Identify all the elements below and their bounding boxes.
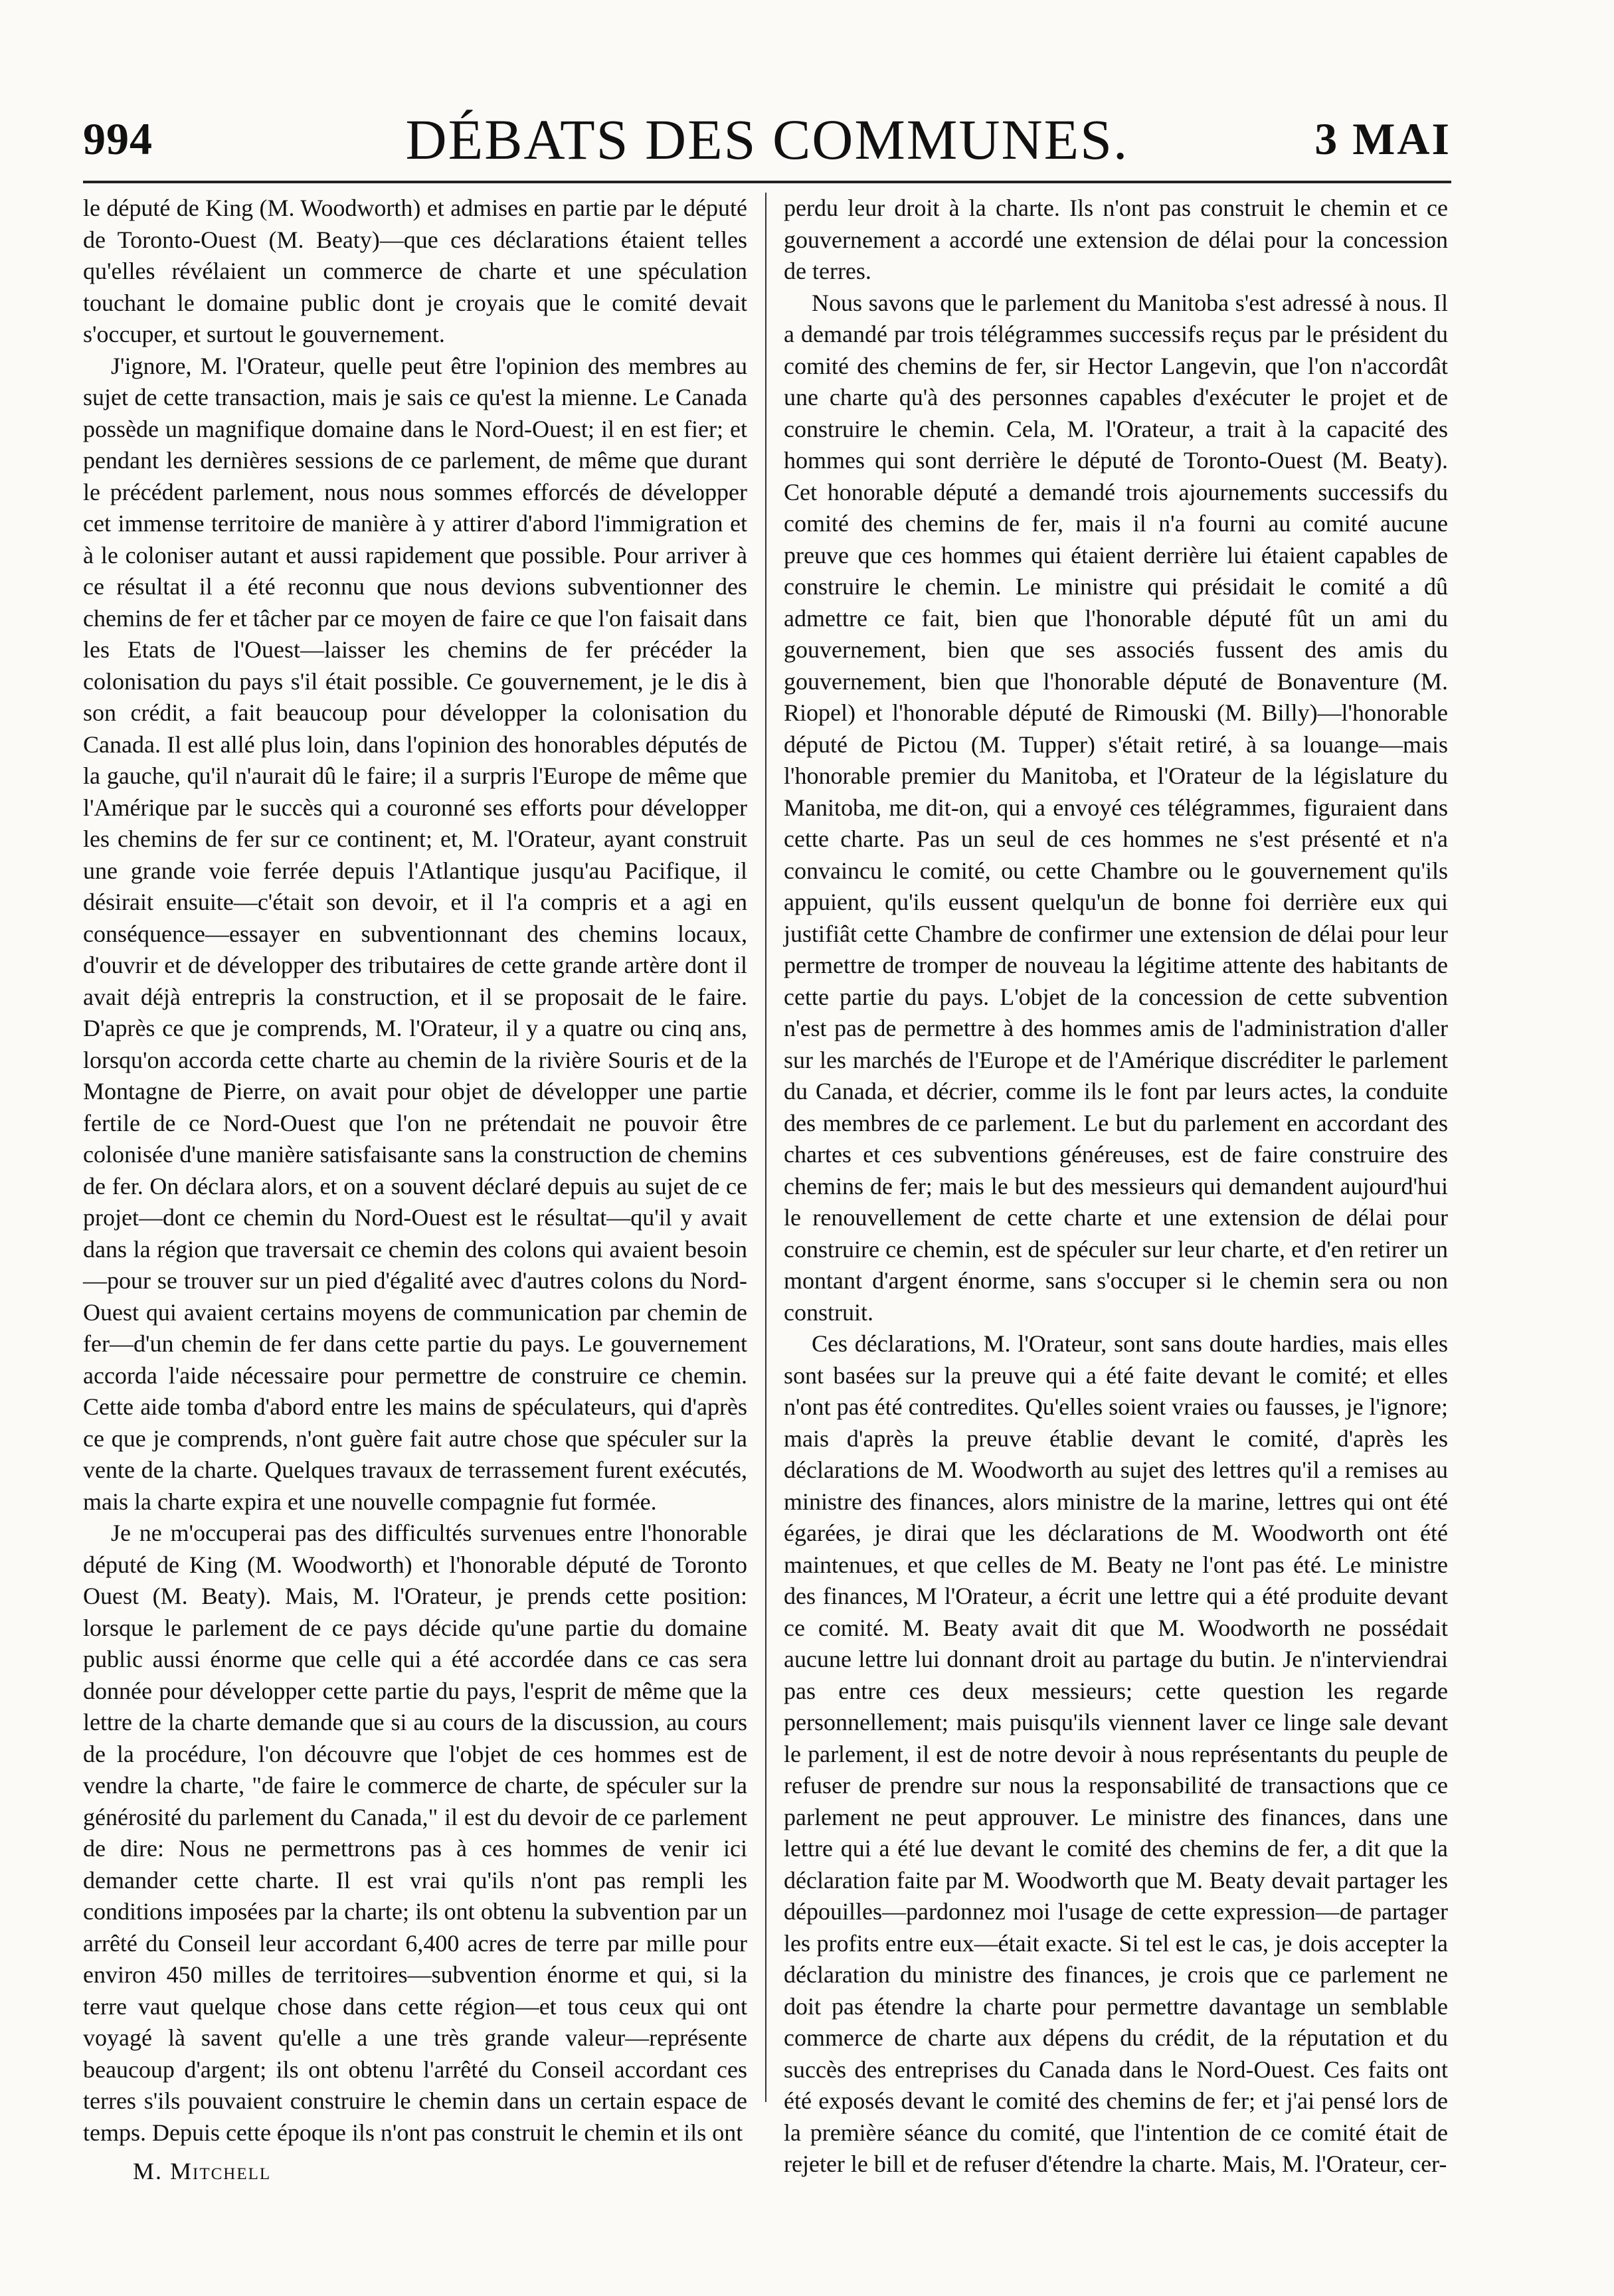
paragraph: perdu leur droit à la charte. Ils n'ont pas construit le chemin et ce gouvernement a accordé une extension de délai pour la concession de terres. <box>784 195 1448 284</box>
speaker-footer: M. Mitchell <box>133 2158 272 2184</box>
left-column <box>83 193 748 2146</box>
paragraph: Nous savons que le parlement du Manitoba s'est adressé à nous. Il a demandé par trois télégrammes successifs reçus par le président du comité des chemins de fer, sir Hector Langevin, que l'on n'accordât une charte qu'à des personnes capables d'exécuter le projet et de construire le chemin. Cela, M. l'Orateur, a trait à la capacité des hommes qui sont derrière le député de Toronto-Ouest (M. Beaty). Cet honorable député a demandé trois ajournements successifs du comité des chemins de fer, mais il n'a fourni au comité aucune preuve que ces hommes qui étaient derrière lui étaient capables de construire le chemin. Le ministre qui présidait le comité a dû admettre ce fait, bien que l'honorable député fût un ami du gouvernement, bien que ses associés fussent des amis du gouvernement, bien que l'honorable député de Bonaventure (M. Riopel) et l'honorable député de Rimouski (M. Billy)—l'honorable député de Pictou (M. Tupper) s'était retiré, à sa louange—mais l'honorable premier du Manitoba, et l'Orateur de la législature du Manitoba, me dit-on, qui a envoyé ces télégrammes, figuraient dans cette charte. Pas un seul de ces hommes ne s'est présenté et n'a convaincu le comité, ou cette Chambre ou le gouvernement qu'ils appuient, qu'ils eussent quelqu'un de bonne foi derrière eux qui justifiât cette Chambre de confirmer une extension de délai pour leur permettre de tromper de nouveau la légitime attente des habitants de cette partie du pays. L'objet de la concession de cette subvention n'est pas de permettre à des hommes amis de l'administration d'aller sur les marchés de l'Europe et de l'Amérique discréditer le parlement du Canada, et décrier, comme ils le font par leurs actes, la conduite des membres de ce parlement. Le but du parlement en accordant des chartes et ces subventions généreuses, est de faire construire des chemins de fer; mais le but des messieurs qui demandent aujourd'hui le renouvellement de cette charte et une extension de délai pour construire ce chemin, est de spéculer sur leur charte, et d'en retirer un montant d'argent énorme, sans s'occuper si le chemin sera ou non construit. <box>784 289 1448 1326</box>
right-column <box>784 193 1448 2177</box>
column-divider <box>765 193 766 2102</box>
paragraph: Je ne m'occuperai pas des difficultés survenues entre l'honorable député de King (M. Woodworth) et l'honorable député de Toronto Ouest (M. Beaty). Mais, M. l'Orateur, je prends cette position: lorsque le parlement de ce pays décide qu'une partie du domaine public aussi énorme que celle qui a été accordée dans ce cas sera donnée pour développer cette partie du pays, l'esprit de même que la lettre de la charte demande que si au cours de la discussion, au cours de la procédure, l'on découvre que l'objet de ces hommes est de vendre la charte, "de faire le commerce de charte, de spéculer sur la générosité du parlement du Canada," il est du devoir de ce parlement de dire: Nous ne permettrons pas à ces hommes de venir ici demander cette charte. Il est vrai qu'ils n'ont pas rempli les conditions imposées par la charte; ils ont obtenu la subvention par un arrêté du Conseil leur accordant 6,400 acres de terre par mille pour environ 450 milles de territoires—subvention énorme et qui, si la terre vaut quelque chose dans cette région—et tous ceux qui ont voyagé là savent qu'elle a une très grande valeur—représente beaucoup d'argent; ils ont obtenu l'arrêté du Conseil accordant ces terres s'ils pouvaient construire le chemin dans un certain espace de temps. Depuis cette époque ils n'ont pas construit le chemin et ils ont <box>83 1520 747 2146</box>
paragraph: J'ignore, M. l'Orateur, quelle peut être l'opinion des membres au sujet de cette transaction, mais je sais ce qu'est la mienne. Le Canada possède un magnifique domaine dans le Nord-Ouest; il en est fier; et pendant les dernières sessions de ce parlement, de même que durant le précédent parlement, nous nous sommes efforcés de développer cet immense territoire de manière à y attirer d'abord l'immigration et à le coloniser autant et aussi rapidement que possible. Pour arriver à ce résultat il a été reconnu que nous devions subventionner des chemins de fer et tâcher par ce moyen de faire ce que l'on faisait dans les Etats de l'Ouest—laisser les chemins de fer précéder la colonisation du pays s'il était possible. Ce gouvernement, je le dis à son crédit, a fait beaucoup pour développer la colonisation du Canada. Il est allé plus loin, dans l'opinion des honorables députés de la gauche, qu'il n'aurait dû le faire; il a surpris l'Europe de même que l'Amérique par le succès qui a couronné ses efforts pour développer les chemins de fer sur ce continent; et, M. l'Orateur, ayant construit une grande voie ferrée depuis l'Atlantique jusqu'au Pacifique, il désirait ensuite—c'était son devoir, et il l'a compris et a agi en conséquence—essayer en subventionnant des chemins locaux, d'ouvrir et de développer des tributaires de cette grande artère dont il avait déjà entrepris la construction, et il se proposait de le faire. D'après ce que je comprends, M. l'Orateur, il y a quatre ou cinq ans, lorsqu'on accorda cette charte au chemin de la rivière Souris et de la Montagne de Pierre, on avait pour objet de développer une partie fertile de ce Nord-Ouest que l'on ne prétendait ne pouvoir être colonisée d'une manière satisfaisante sans la construction de chemins de fer. On déclara alors, et on a souvent déclaré depuis au sujet de ce projet—dont ce chemin du Nord-Ouest est le résultat—qu'il y avait dans la région que traversait ce chemin des colons qui avaient besoin—pour se trouver sur un pied d'égalité avec d'autres colons du Nord-Ouest qui avaient certains moyens de communication par chemin de fer—d'un chemin de fer dans cette partie du pays. Le gouvernement accorda l'aide nécessaire pour permettre de construire ce chemin. Cette aide tomba d'abord entre les mains de spéculateurs, qui d'après ce que je comprends, n'ont guère fait autre chose que spéculer sur la vente de la charte. Quelques travaux de terrassement furent exécutés, mais la charte expira et une nouvelle compagnie fut formée. <box>83 352 748 1515</box>
paragraph: le député de King (M. Woodworth) et admises en partie par le député de Toronto-Ouest (M. Beaty)—que ces déclarations étaient telles qu'elles révélaient un commerce de charte et une spéculation touchant le domaine public dont je croyais que le comité devait s'occuper, et surtout le gouvernement. <box>83 195 747 347</box>
paragraph: Ces déclarations, M. l'Orateur, sont sans doute hardies, mais elles sont basées sur la preuve qui a été faite devant le comité; et elles n'ont pas été contredites. Qu'elles soient vraies ou fausses, je l'ignore; mais d'après la preuve établie devant le comité, d'après les déclarations de M. Woodworth au sujet des lettres qu'il a remises au ministre des finances, alors ministre de la marine, lettres qui ont été égarées, je dirai que les déclarations de M. Woodworth ont été maintenues, et que celles de M. Beaty ne l'ont pas été. Le ministre des finances, M l'Orateur, a écrit une lettre qui a été produite devant ce comité. M. Beaty avait dit que M. Woodworth ne possédait aucune lettre lui donnant droit au partage du butin. Je n'interviendrai pas entre ces deux messieurs; cette question les regarde personnellement; mais puisqu'ils viennent laver ce linge sale devant le parlement, il est de notre devoir à nous représentants du peuple de refuser de prendre sur nous la responsabilité de transactions que ce parlement ne peut approuver. Le ministre des finances, dans une lettre qui a été lue devant le comité des chemins de fer, a dit que la déclaration faite par M. Woodworth que M. Beaty devait partager les dépouilles—pardonnez moi l'usage de cette expression—de partager les profits entre eux—était exacte. Si tel est le cas, je dois accepter la déclaration du ministre des finances, je crois que ce parlement ne doit pas étendre la charte pour permettre davantage un semblable commerce de charte aux dépens du crédit, de la réputation et du succès des entreprises du Canada dans le Nord-Ouest. Ces faits ont été exposés devant le comité des chemins de fer; et j'ai pensé lors de la première séance du comité, que l'intention de ce comité était de rejeter le bill et de refuser d'étendre la charte. Mais, M. l'Orateur, cer- <box>784 1330 1448 2177</box>
page-header <box>83 106 1451 186</box>
page-date: 3 MAI <box>1314 114 1451 164</box>
header-rule <box>83 181 1451 183</box>
page-title: DÉBATS DES COMMUNES. <box>405 108 1129 171</box>
page-number: 994 <box>83 114 153 164</box>
